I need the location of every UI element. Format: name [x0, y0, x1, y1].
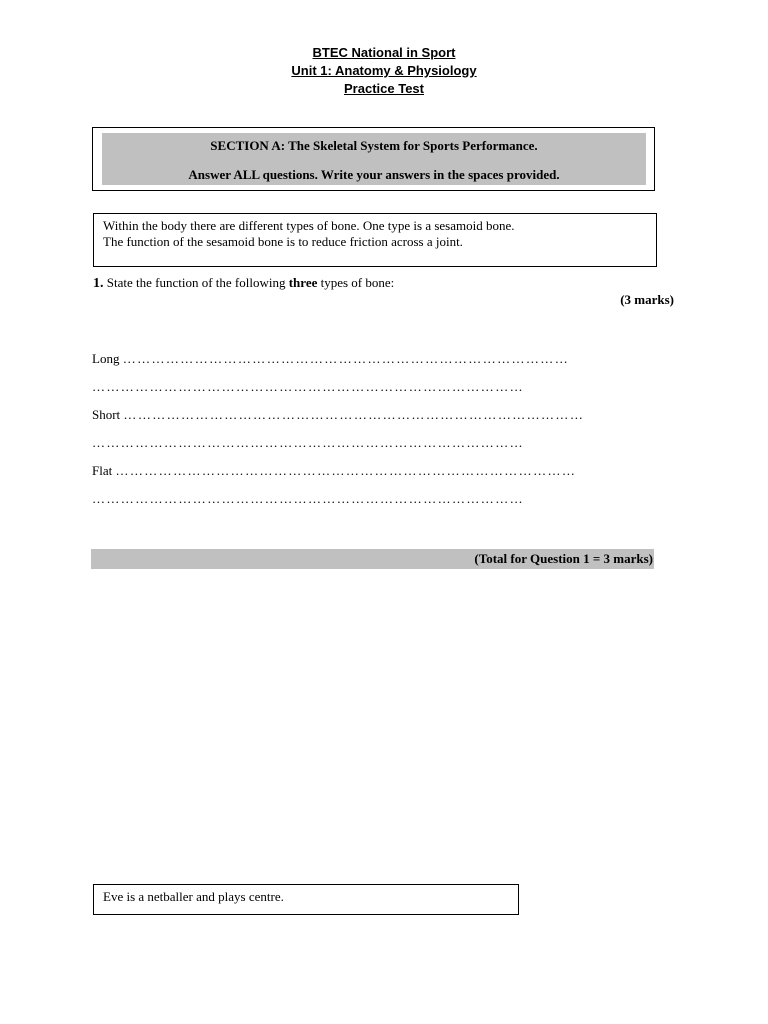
- context-line-1: Within the body there are different types of bone. One type is a sesamoid bone.: [103, 218, 515, 233]
- context-box: [93, 213, 657, 267]
- next-context-box: [93, 884, 519, 915]
- question-1-marks: (3 marks): [620, 292, 674, 307]
- document-header: [0, 44, 768, 98]
- question-1-total-text: (Total for Question 1 = 3 marks): [474, 551, 653, 566]
- test-title: Practice Test: [344, 81, 424, 96]
- answer-label-short: Short: [92, 407, 124, 422]
- answer-line-flat-continued[interactable]: [92, 491, 524, 507]
- answer-dots: ………………………………………………………………………………: [92, 379, 524, 394]
- course-title: BTEC National in Sport: [312, 45, 456, 60]
- answer-line-short-continued[interactable]: [92, 435, 524, 451]
- answer-dots: ………………………………………………………………………………: [92, 435, 524, 450]
- answer-line-short[interactable]: [92, 407, 584, 423]
- question-1-total: [91, 549, 654, 569]
- unit-title: Unit 1: Anatomy & Physiology: [291, 63, 477, 78]
- answer-line-long-continued[interactable]: [92, 379, 524, 395]
- answer-dots: ………………………………………………………………………………: [92, 491, 524, 506]
- answer-line-flat[interactable]: [92, 463, 576, 479]
- context-line-2: The function of the sesamoid bone is to reduce friction across a joint.: [103, 234, 463, 249]
- question-text-before: State the function of the following: [103, 275, 289, 290]
- section-a-banner: [102, 133, 646, 185]
- answer-label-long: Long: [92, 351, 123, 366]
- answer-dots: …………………………………………………………………………………: [122, 351, 570, 366]
- section-a-title: SECTION A: The Skeletal System for Sports Performance.: [210, 138, 538, 153]
- answer-dots: ……………………………………………………………………………………: [115, 463, 577, 478]
- answer-dots: ……………………………………………………………………………………: [123, 407, 585, 422]
- question-text-after: types of bone:: [317, 275, 395, 290]
- question-number: 1.: [93, 276, 104, 291]
- next-context-text: Eve is a netballer and plays centre.: [103, 889, 284, 904]
- question-keyword: three: [288, 275, 318, 290]
- answer-line-long[interactable]: [92, 351, 569, 367]
- section-a-box: [92, 127, 655, 191]
- section-a-instruction: Answer ALL questions. Write your answers in the spaces provided.: [188, 167, 560, 182]
- question-1-prompt: [93, 275, 394, 292]
- answer-label-flat: Flat: [92, 463, 116, 478]
